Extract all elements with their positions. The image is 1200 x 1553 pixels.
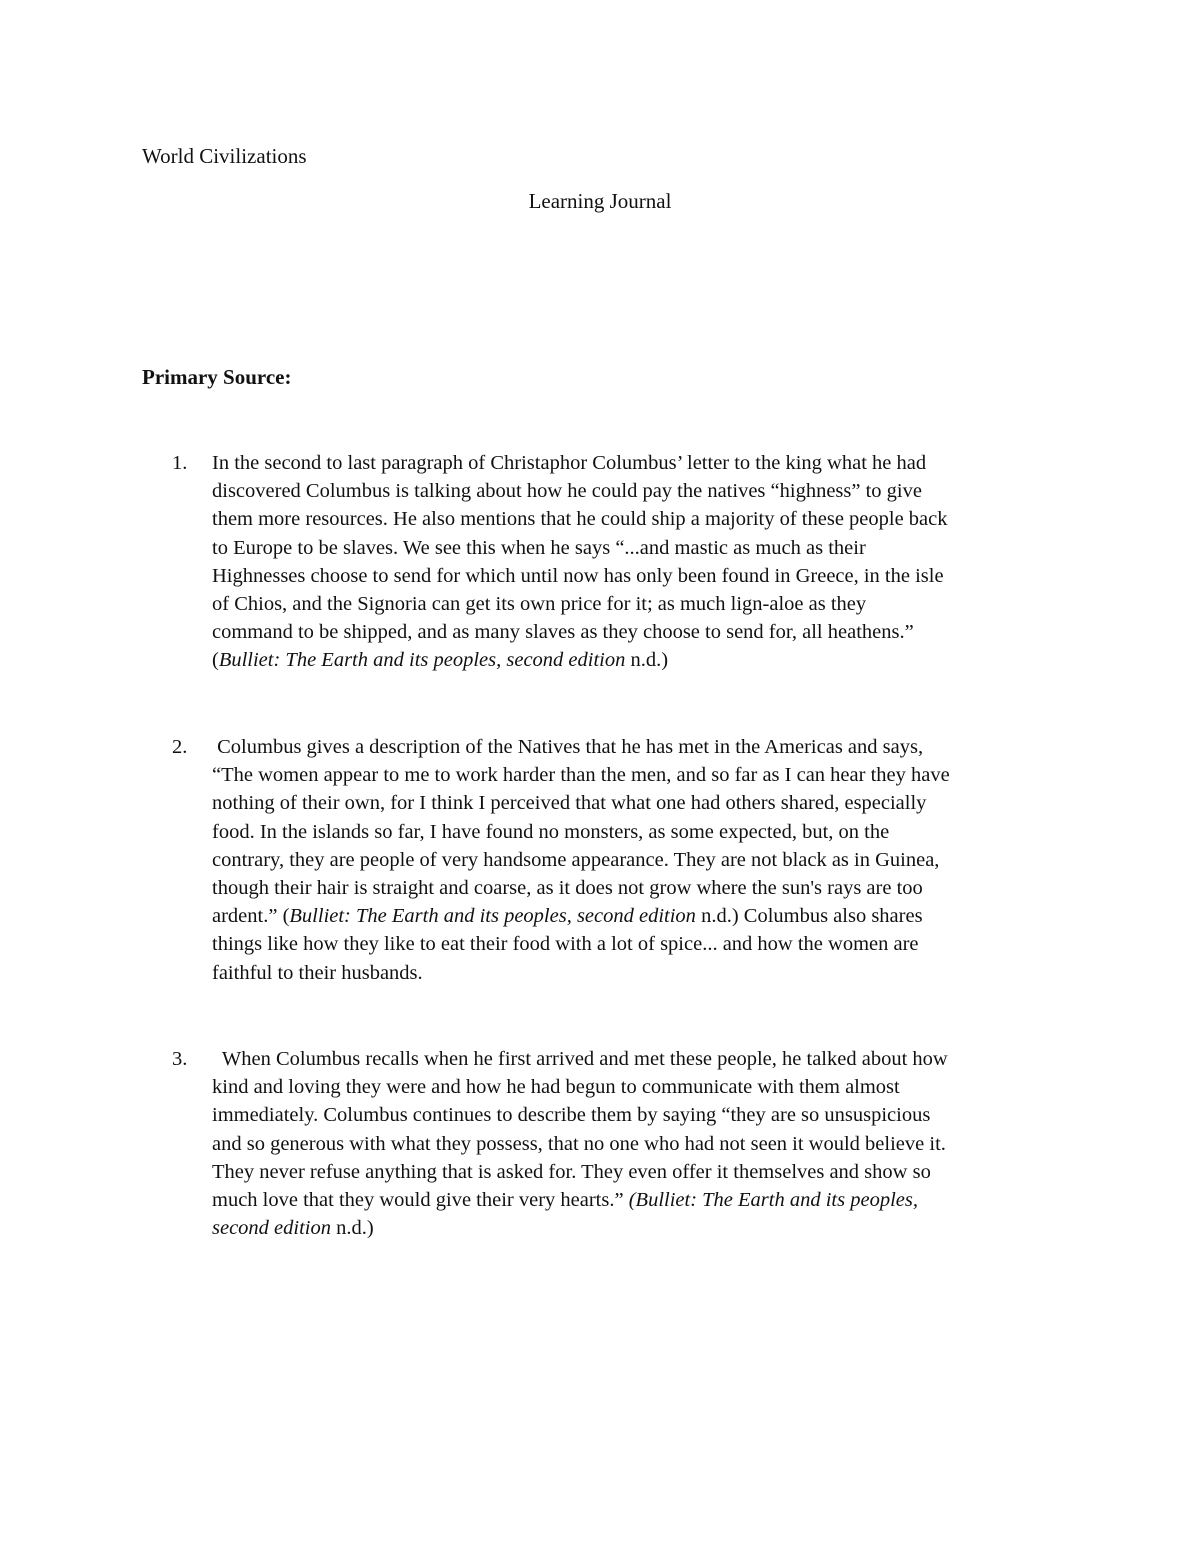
entry-line: “The women appear to me to work harder than the men, and so far as I can hear they have bbox=[212, 764, 950, 787]
entry-line: In the second to last paragraph of Christaphor Columbus’ letter to the king what he had bbox=[212, 452, 927, 474]
citation-source: second edition bbox=[212, 1217, 331, 1240]
citation-line bbox=[212, 1214, 1072, 1242]
citation-source: Bulliet: The Earth and its peoples, second edition bbox=[289, 905, 696, 928]
entry-line: to Europe to be slaves. We see this when he says “...and mastic as much as their bbox=[212, 536, 866, 559]
entry-line: faithful to their husbands. bbox=[212, 961, 423, 984]
entry-body bbox=[212, 449, 1072, 675]
entry-number: 2. bbox=[172, 736, 188, 758]
entry-line: Columbus gives a description of the Natives that he has met in the Americas and says, bbox=[212, 736, 924, 758]
entry-line: and so generous with what they possess, that no one who had not seen it would believe it. bbox=[212, 1132, 946, 1155]
entry-line: food. In the islands so far, I have found no monsters, as some expected, but, on the bbox=[212, 820, 890, 843]
entry-line: things like how they like to eat their food with a lot of spice... and how the women are bbox=[212, 933, 919, 956]
entry-line: of Chios, and the Signoria can get its own price for it; as much lign-aloe as they bbox=[212, 593, 867, 616]
document-title: Learning Journal bbox=[528, 189, 672, 213]
citation-line bbox=[212, 902, 1072, 930]
entry-body bbox=[212, 1045, 1072, 1242]
journal-entry-1 bbox=[172, 449, 1072, 675]
entry-line: immediately. Columbus continues to describe them by saying “they are so unsuspicious bbox=[212, 1104, 931, 1127]
entry-line: They never refuse anything that is asked for. They even offer it themselves and show so bbox=[212, 1160, 931, 1183]
section-heading: Primary Source: bbox=[142, 365, 292, 389]
citation-after: n.d.) Columbus also shares bbox=[695, 905, 923, 928]
entry-line: command to be shipped, and as many slaves as they choose to send for, all heathens.” bbox=[212, 621, 914, 644]
entry-line: Highnesses choose to send for which until now has only been found in Greece, in the isle bbox=[212, 564, 944, 587]
citation-source: Bulliet: The Earth and its peoples, second edition bbox=[218, 649, 626, 672]
entry-line: nothing of their own, for I think I perceived that what one had others shared, especially bbox=[212, 792, 927, 815]
citation-line bbox=[212, 646, 1072, 674]
entry-number: 3. bbox=[172, 1048, 188, 1070]
entry-line: contrary, they are people of very handsome appearance. They are not black as in Guinea, bbox=[212, 848, 940, 871]
entry-line: though their hair is straight and coarse, as it does not grow where the sun's rays are too bbox=[212, 877, 923, 900]
citation-source: (Bulliet: The Earth and its peoples, bbox=[628, 1189, 918, 1212]
citation-before: much love that they would give their very hearts.” bbox=[212, 1189, 629, 1212]
course-title: World Civilizations bbox=[142, 144, 307, 168]
citation-close: n.d.) bbox=[625, 649, 669, 672]
journal-entry-3 bbox=[172, 1045, 1072, 1242]
entry-body bbox=[212, 733, 1072, 987]
entry-number: 1. bbox=[172, 452, 188, 474]
entry-line: When Columbus recalls when he first arrived and met these people, he talked about how bbox=[212, 1048, 948, 1070]
citation-open: ( bbox=[212, 649, 219, 672]
journal-entry-2 bbox=[172, 733, 1072, 987]
entry-line: discovered Columbus is talking about how he could pay the natives “highness” to give bbox=[212, 480, 922, 503]
entry-line: them more resources. He also mentions that he could ship a majority of these people back bbox=[212, 508, 948, 531]
citation-before: ardent.” ( bbox=[212, 905, 290, 928]
citation-line bbox=[212, 1186, 1072, 1214]
citation-after: n.d.) bbox=[331, 1217, 374, 1240]
entry-line: kind and loving they were and how he had begun to communicate with them almost bbox=[212, 1076, 900, 1099]
